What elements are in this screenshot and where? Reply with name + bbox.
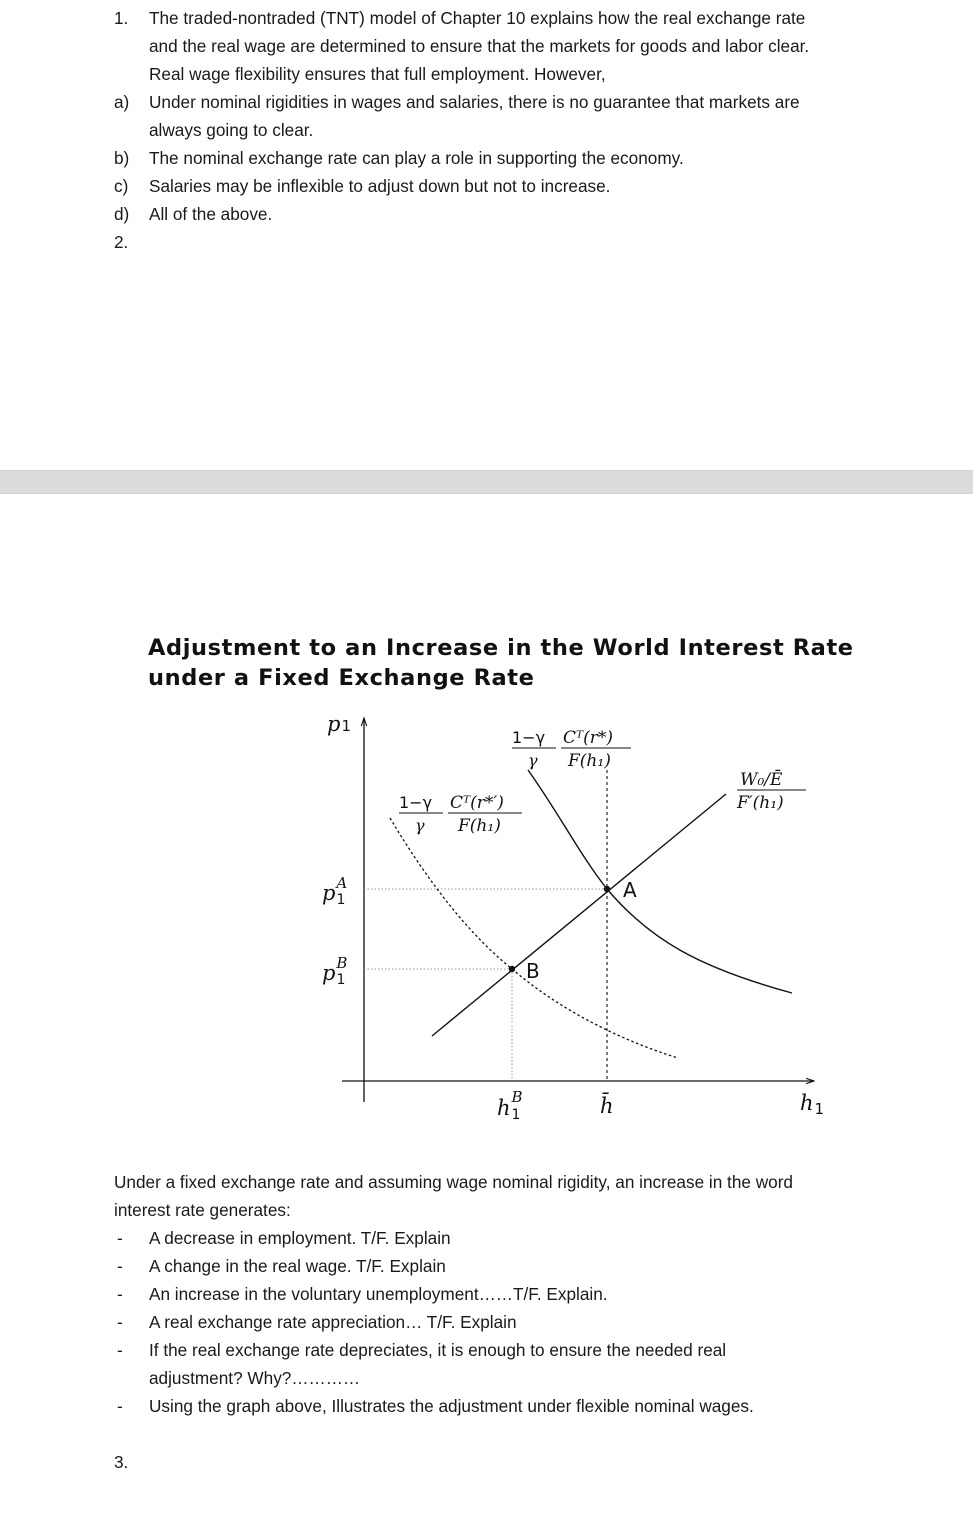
y-tick-pB: p1B (322, 954, 348, 988)
bullet-text: An increase in the voluntary unemployment……T/F. Explain. (149, 1284, 608, 1304)
bullet-text: Using the graph above, Illustrates the adjustment under flexible nominal wages. (149, 1396, 754, 1416)
figure-title-line-1: Adjustment to an Increase in the World Interest Rate (148, 635, 854, 661)
x-tick-hB: h1B (497, 1088, 523, 1123)
option-text: Salaries may be inflexible to adjust down but not to increase. (149, 176, 611, 196)
bullet-marker: - (117, 1396, 123, 1416)
x-axis-label: h1 (800, 1091, 825, 1118)
bullet-marker: - (117, 1340, 123, 1360)
svg-text:1−γ: 1−γ (399, 793, 433, 812)
svg-text:Cᵀ(r*′): Cᵀ(r*′) (450, 793, 504, 813)
option-label: c) (114, 176, 129, 196)
point-A-label: A (623, 878, 637, 902)
bullet-text: If the real exchange rate depreciates, it is enough to ensure the needed real (149, 1340, 727, 1360)
option-text: Under nominal rigidities in wages and salaries, there is no guarantee that markets are (149, 92, 800, 112)
svg-text:F(h₁): F(h₁) (568, 751, 611, 771)
svg-text:γ: γ (528, 751, 538, 770)
point-B-label: B (526, 959, 540, 983)
bullet-marker: - (117, 1228, 123, 1248)
option-text: always going to clear. (149, 120, 314, 140)
question-3-number: 3. (114, 1452, 129, 1472)
bullet-marker: - (117, 1284, 123, 1304)
point-B (509, 966, 515, 972)
option-label: d) (114, 204, 130, 224)
bullet-marker: - (117, 1312, 123, 1332)
y-axis-label: p1 (327, 712, 351, 736)
svg-text:Cᵀ(r*): Cᵀ(r*) (563, 728, 614, 748)
svg-text:1−γ: 1−γ (512, 728, 546, 747)
label-demand-initial (512, 728, 631, 771)
question-text-line: and the real wage are determined to ensure that the markets for goods and labor clear. (149, 36, 810, 56)
label-supply (736, 769, 806, 813)
option-label: b) (114, 148, 130, 168)
question-text-line: The traded-nontraded (TNT) model of Chapter 10 explains how the real exchange rate (149, 8, 806, 28)
intro-text-line: Under a fixed exchange rate and assuming wage nominal rigidity, an increase in the word (114, 1172, 793, 1192)
option-label: a) (114, 92, 130, 112)
point-A (604, 886, 610, 892)
demand-curve-shifted (390, 818, 678, 1058)
figure-title-line-2: under a Fixed Exchange Rate (148, 665, 535, 691)
bullet-text: A change in the real wage. T/F. Explain (149, 1256, 446, 1276)
svg-text:F(h₁): F(h₁) (458, 816, 501, 836)
svg-text:F′(h₁): F′(h₁) (737, 793, 784, 813)
question-2-number: 2. (114, 232, 129, 252)
bullet-text: A decrease in employment. T/F. Explain (149, 1228, 451, 1248)
bullet-text: adjustment? Why?………… (149, 1368, 361, 1388)
x-tick-hbar: h̄ (600, 1094, 614, 1118)
option-text: The nominal exchange rate can play a role in supporting the economy. (149, 148, 684, 168)
bullet-marker: - (117, 1256, 123, 1276)
y-tick-pA: p1A (322, 874, 348, 908)
svg-text:W₀/Ē: W₀/Ē (740, 770, 783, 790)
question-number: 1. (114, 8, 129, 28)
question-text-line: Real wage flexibility ensures that full employment. However, (149, 64, 606, 84)
option-text: All of the above. (149, 204, 273, 224)
svg-text:γ: γ (415, 816, 425, 835)
label-demand-shifted (399, 793, 522, 836)
intro-text-line: interest rate generates: (114, 1200, 291, 1220)
bullet-text: A real exchange rate appreciation… T/F. Explain (149, 1312, 517, 1332)
